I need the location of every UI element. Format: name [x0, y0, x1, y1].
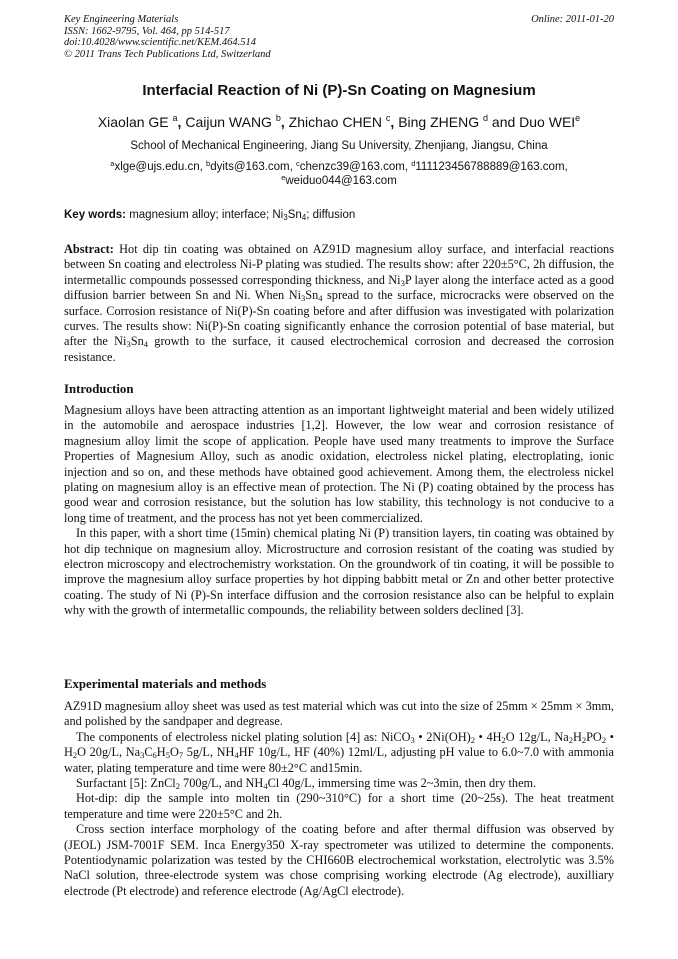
methods-text: H [572, 729, 582, 744]
author-and: and [491, 114, 516, 130]
methods-sub: 2 [175, 781, 180, 792]
keywords-label: Key words: [64, 209, 126, 221]
methods-text: The components of electroless nickel plating solution [4] as: NiCO [76, 729, 411, 744]
keywords-sub: 4 [301, 213, 307, 222]
methods-sub: 4 [263, 781, 268, 792]
methods-text: H [156, 745, 166, 760]
author-sup: c [385, 113, 391, 123]
abstract-sub: 3 [301, 293, 306, 304]
copyright-line: © 2011 Trans Tech Publications Ltd, Switzerland [64, 48, 271, 60]
author-name: Zhichao CHEN [288, 114, 383, 130]
abstract-sub: 3 [126, 339, 131, 350]
issn-line: ISSN: 1662-9795, Vol. 464, pp 514-517 [64, 25, 230, 37]
abstract-text: Hot dip tin coating was obtained on AZ91D magnesium alloy surface, and interfacial reactions between Sn coating and electroless Ni-P plating was studied. The results show: after 220±5°C, 2h diffusion, the intermetallic compounds possessed corresponding thickness, and Ni [64, 242, 614, 287]
author-sup: d [483, 113, 489, 123]
author-sup: a [172, 113, 178, 123]
methods-text: O [169, 745, 179, 760]
methods-text: • H [64, 729, 614, 760]
methods-heading: Experimental materials and methods [64, 677, 267, 691]
author-sup: b [275, 113, 281, 123]
intro-heading: Introduction [64, 382, 134, 396]
methods-sub: 2 [581, 734, 587, 745]
methods-sub: 2 [470, 734, 475, 745]
email-list [64, 160, 614, 188]
abstract-text: Sn [130, 334, 144, 349]
abstract-text: P layer along the interface acted as a good diffusion barrier between Sn and Ni. When Ni [64, 272, 614, 303]
methods-text: • 4H [474, 729, 502, 744]
methods-paragraph [64, 730, 614, 776]
author-name: Xiaolan GE [97, 114, 169, 130]
methods-text: 5g/L, NH [183, 745, 235, 760]
keywords-text: ; diffusion [306, 209, 356, 221]
methods-text: Surfactant [5]: ZnCl [76, 776, 176, 791]
author-list: Xiaolan GE $^a$, Caijun WANG $^b$, Zhichao CHEN $^c$, Bing ZHENG $^d$ and Duo WEI$^e$ [97, 113, 581, 130]
methods-text: HF 10g/L, HF (40%) 12ml/L, adjusting pH value to 6.0~7.0 with ammonia water, plating temperature and time were 80±2°C and15min. [64, 745, 614, 775]
methods-text: Cl 40g/L, immersing time was 2~3min, then dry them. [267, 776, 537, 791]
email-sup: e [281, 173, 286, 182]
methods-sub: 5 [165, 750, 170, 761]
author-name: Duo WEI [519, 114, 576, 130]
intro-paragraph: In this paper, with a short time (15min) chemical plating Ni (P) transition layers, tin coating was obtained by hot dip technique on magnesium alloy. Microstructure and corrosion resistant of the coating was studied by electron microscopy and electrochemistry workstation. On the groundwork of tin coating, it will be possible to improve the magnesium alloy surface properties by hot dipping babbitt metal or Zn and other better protective coating. The study of Ni (P)-Sn interface diffusion and the corrosion resistance also can be helpful to explain why with the growth of intermetallic compounds, the reliability between solders declined [3]. [64, 526, 614, 618]
email-address: weiduo044@163.com [285, 175, 397, 187]
abstract-text: Sn [305, 288, 319, 303]
methods-sub: 2 [568, 734, 573, 745]
keywords-text: magnesium alloy; interface; Ni [129, 209, 284, 221]
email-address: chenzc39@163.com, [299, 161, 408, 173]
abstract-label: Abstract: [64, 242, 114, 256]
methods-sub: 3 [140, 750, 145, 761]
journal-name: Key Engineering Materials [64, 14, 179, 25]
methods-sub: 2 [601, 734, 607, 745]
journal-header [64, 14, 614, 60]
email-sup: d [411, 159, 416, 168]
email-address: xlge@ujs.edu.cn, [114, 161, 203, 173]
intro-paragraph: Magnesium alloys have been attracting attention as an important lightweight material and been widely utilized in the automobile and aerospace industries [1,2]. However, the low wear and corrosion resistance of magnesium alloy limit the scope of application. People have used many treatments to improve the Surface Properties of Magnesium Alloy, such as anodic oxidation, electroless nickel plating, electroplating, ionic injection and so on, and these methods have obtained good achievement. Among them, the electroless nickel plating on magnesium alloy is an effective mean of protection. The Ni (P) coating obtained by the process has good wear and corrosion resistance, but the solution has low stability, this technology is not conducive to a long time of treatment, and the process has not yet been commercialized. [64, 403, 614, 525]
methods-sub: 3 [410, 734, 415, 745]
methods-paragraph: AZ91D magnesium alloy sheet was used as test material which was cut into the size of 25mm × 25mm × 3mm, and polished by the sandpaper and degrease. [64, 699, 614, 729]
abstract-text: spread to the surface, microcracks were observed on the surface. Corrosion resistance of Ni(P)-Sn coating before and after diffusion was investigated with polarization curves. The results show: Ni(P)-Sn coating significantly enhance the corrosion potential of base material, but after the Ni [64, 288, 615, 349]
methods-text: O 20g/L, Na [77, 745, 141, 760]
methods-paragraph [64, 776, 614, 791]
methods-text: PO [586, 729, 602, 744]
keywords-text: Sn [287, 209, 302, 221]
methods-text: C [144, 745, 153, 760]
methods-text: • 2Ni(OH) [414, 729, 471, 744]
methods-text: O 12g/L, Na [505, 729, 569, 744]
methods-sub: 4 [234, 750, 239, 761]
abstract-sub: 4 [143, 339, 148, 350]
affiliation: School of Mechanical Engineering, Jiang Su University, Zhenjiang, Jiangsu, China [130, 140, 548, 152]
email-sup: b [206, 159, 211, 168]
methods-sub: 6 [152, 750, 157, 761]
methods-paragraph: Hot-dip: dip the sample into molten tin (290~310°C) for a short time (20~25s). The heat treatment temperature and time were 220±5°C and 2h. [64, 791, 614, 821]
abstract-sub: 3 [400, 277, 405, 288]
paper-title: Interfacial Reaction of Ni (P)-Sn Coating on Magnesium [142, 82, 536, 99]
methods-paragraph: Cross section interface morphology of the coating before and after thermal diffusion was observed by (JEOL) JSM-7001F SEM. Inca Energy350 X-ray spectrometer was utilized to determine the components. Potentiodynamic polarization was tested by the CHI660B electrochemical workstation, electrolytic was 3.5% NaCl solution, three-electrode system was chose comprising working electrode (Ag electrode), auxilliary electrode (Pt electrode) and reference electrode (Ag/AgCl electrode). [64, 822, 614, 898]
doi-line: doi:10.4028/www.scientific.net/KEM.464.514 [64, 37, 256, 48]
methods-sub: 2 [501, 734, 506, 745]
author-name: Bing ZHENG [398, 114, 480, 130]
abstract-text: growth to the surface, it caused electrochemical corrosion and decreased the corrosion resistance. [64, 334, 615, 364]
email-address: dyits@163.com, [210, 161, 293, 173]
keywords [64, 209, 614, 221]
author-sup: e [575, 113, 581, 123]
author-name: Caijun WANG [185, 114, 272, 130]
email-address: 111123456788889@163.com, [415, 161, 568, 173]
keywords-sub: 3 [283, 213, 288, 222]
methods-text: 700g/L, and NH [179, 776, 264, 791]
methods-body [64, 699, 614, 899]
abstract [64, 242, 614, 365]
abstract-sub: 4 [318, 293, 323, 304]
email-sup: a [110, 159, 115, 168]
email-sup: c [296, 159, 300, 168]
online-date: Online: 2011-01-20 [531, 14, 614, 25]
intro-body [64, 403, 614, 619]
methods-sub: 7 [178, 750, 184, 761]
methods-sub: 2 [72, 750, 78, 761]
